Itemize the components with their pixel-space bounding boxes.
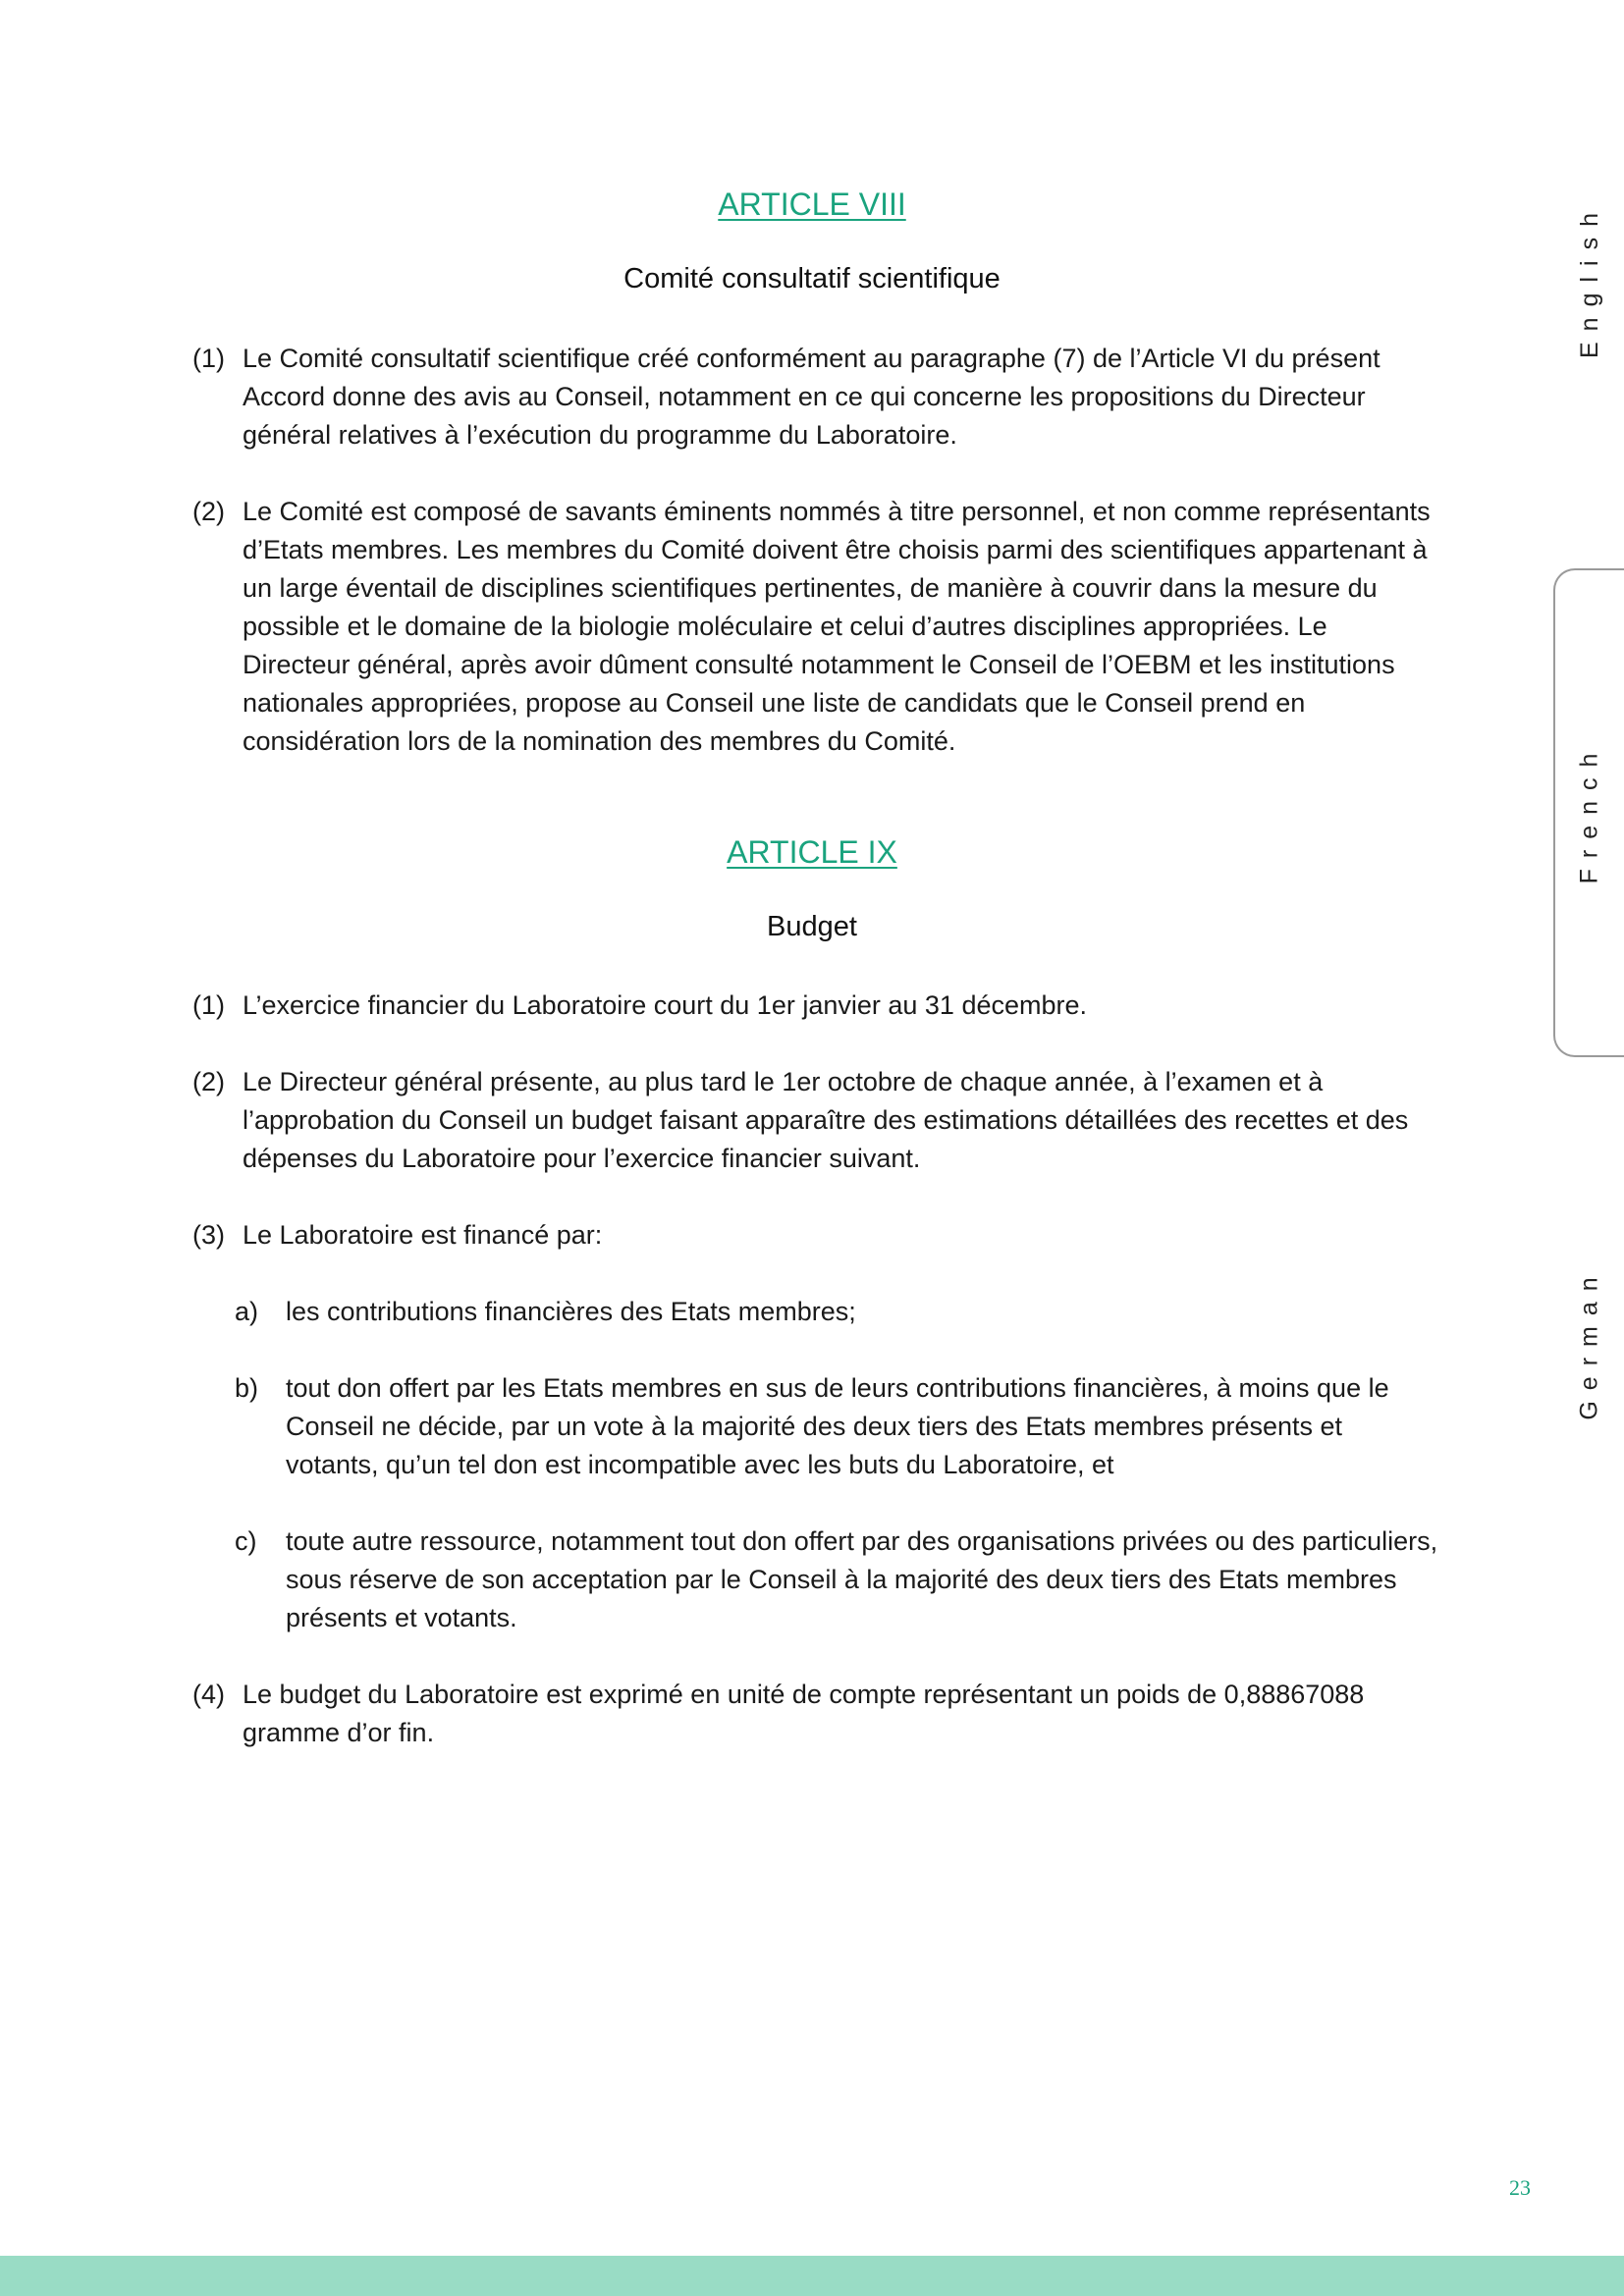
language-tab-label: French <box>1575 742 1603 883</box>
paragraph-number: (2) <box>192 497 225 526</box>
paragraph-text: Le Laboratoire est financé par: <box>243 1220 603 1250</box>
article-ix-paragraph-2 <box>192 1063 1439 1178</box>
page-number: 23 <box>1509 2175 1531 2200</box>
language-tab-label: German <box>1575 1265 1603 1420</box>
language-tab-german[interactable] <box>1555 1235 1624 1451</box>
subparagraph-text: tout don offert par les Etats membres en sus de leurs contributions financières, à moins que le Conseil ne décide, par un vote à la majorité des deux tiers des Etats membres présents et votants, qu’un tel don est incompatible avec les buts du Laboratoire, et <box>286 1373 1389 1479</box>
footer-band <box>0 2256 1624 2296</box>
language-tab-label: English <box>1575 201 1603 358</box>
article-ix-paragraph-1 <box>192 987 1439 1025</box>
subparagraph-text: toute autre ressource, notamment tout don offert par des organisations privées ou des particuliers, sous réserve de son acceptation par le Conseil à la majorité des deux tiers des Etats membres présents et votants. <box>286 1526 1438 1632</box>
paragraph-number: (3) <box>192 1220 225 1250</box>
article-ix-title: ARTICLE IX <box>727 834 897 870</box>
article-viii-subtitle: Comité consultatif scientifique <box>623 263 1001 294</box>
article-ix-subparagraph-a <box>235 1293 1442 1331</box>
paragraph-text: L’exercice financier du Laboratoire court du 1er janvier au 31 décembre. <box>243 990 1088 1020</box>
paragraph-number: (1) <box>192 990 225 1020</box>
article-ix-paragraph-3 <box>192 1216 1439 1255</box>
article-viii-paragraph-1 <box>192 340 1439 454</box>
article-ix-subparagraph-b <box>235 1369 1442 1484</box>
subparagraph-text: les contributions financières des Etats membres; <box>286 1297 856 1326</box>
subparagraph-letter: c) <box>235 1526 257 1556</box>
paragraph-number: (2) <box>192 1067 225 1096</box>
article-ix-paragraph-4 <box>192 1676 1439 1752</box>
paragraph-text: Le Comité est composé de savants éminents nommés à titre personnel, et non comme représentants d’Etats membres. Les membres du Comité doivent être choisis parmi des scientifiques appartenant à un large éventail de disciplines scientifiques pertinentes, de manière à couvrir dans la mesure du possible et le domaine de la biologie moléculaire et celui d’autres disciplines appropriées. Le Directeur général, après avoir dûment consulté notamment le Conseil de l’OEBM et les institutions nationales appropriées, propose au Conseil une liste de candidats que le Conseil prend en considération lors de la nomination des membres du Comité. <box>243 497 1431 756</box>
article-ix-subparagraph-c <box>235 1522 1442 1637</box>
article-viii-title: ARTICLE VIII <box>718 187 906 222</box>
article-viii-paragraph-2 <box>192 493 1439 761</box>
paragraph-text: Le budget du Laboratoire est exprimé en unité de compte représentant un poids de 0,88867088 gramme d’or fin. <box>243 1680 1365 1747</box>
article-ix-subtitle: Budget <box>767 911 857 942</box>
paragraph-text: Le Comité consultatif scientifique créé conformément au paragraphe (7) de l’Article VI du présent Accord donne des avis au Conseil, notamment en ce qui concerne les propositions du Directeur général relatives à l’exécution du programme du Laboratoire. <box>243 344 1380 450</box>
paragraph-text: Le Directeur général présente, au plus tard le 1er octobre de chaque année, à l’examen et à l’approbation du Conseil un budget faisant apparaître des estimations détaillées des recettes et des dépenses du Laboratoire pour l’exercice financier suivant. <box>243 1067 1409 1173</box>
subparagraph-letter: a) <box>235 1297 259 1326</box>
language-tab-english[interactable] <box>1555 172 1624 388</box>
paragraph-number: (4) <box>192 1680 225 1709</box>
subparagraph-letter: b) <box>235 1373 259 1403</box>
language-tab-french[interactable] <box>1553 568 1624 1057</box>
paragraph-number: (1) <box>192 344 225 373</box>
